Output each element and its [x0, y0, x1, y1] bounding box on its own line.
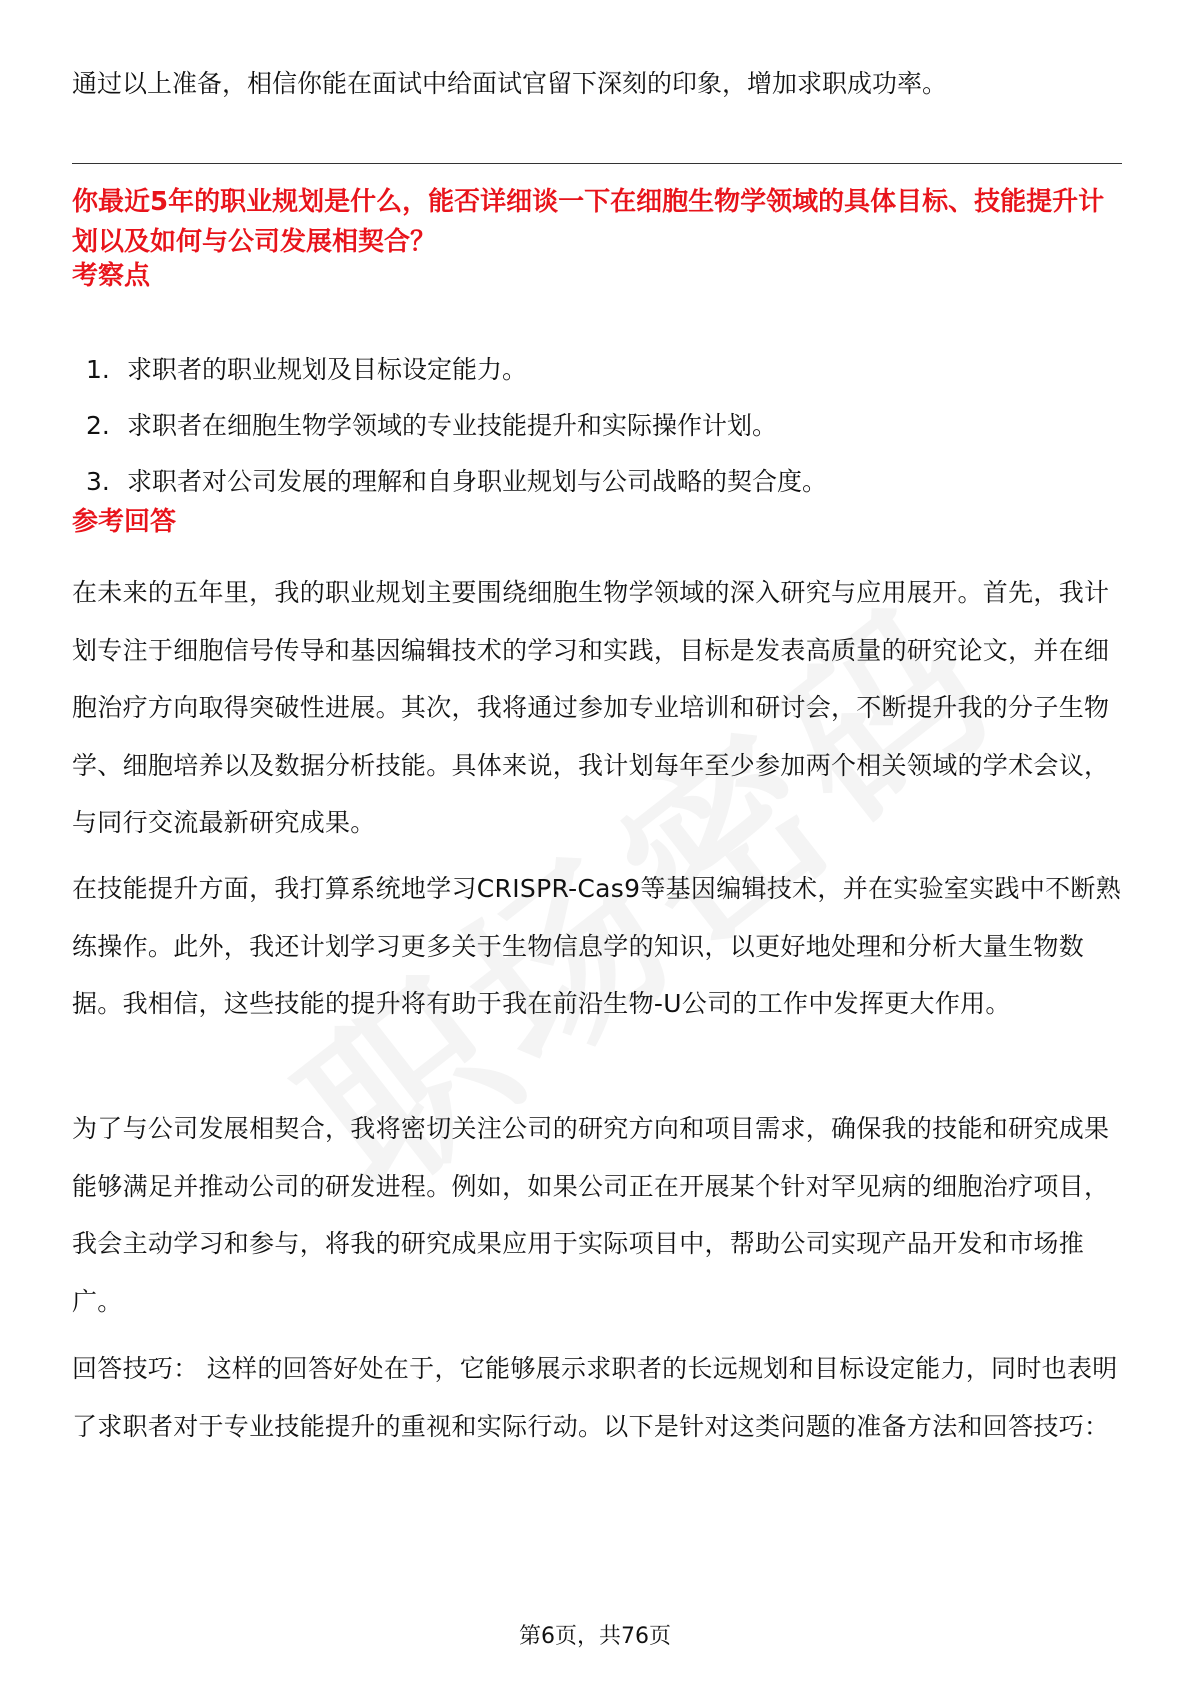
list-item-text: 求职者的职业规划及目标设定能力。 [127, 355, 528, 384]
list-item-text: 求职者在细胞生物学领域的专业技能提升和实际操作计划。 [127, 411, 778, 440]
answer-paragraph-3: 为了与公司发展相契合，我将密切关注公司的研究方向和项目需求，确保我的技能和研究成果能够满足并推动公司的研发进程。例如，如果公司正在开展某个针对罕见病的细胞治疗项目，我会主动学习和参与，将我的研究成果应用于实际项目中，帮助公司实现产品开发和市场推广。 [72, 1114, 1110, 1316]
reference-answer-heading: 参考回答 [72, 507, 177, 537]
answer-paragraph-2: 在技能提升方面，我打算系统地学习CRISPR-Cas9等基因编辑技术，并在实验室实践中不断熟练操作。此外，我还计划学习更多关于生物信息学的知识，以更好地处理和分析大量生物数据。我相信，这些技能的提升将有助于我在前沿生物-U公司的工作中发挥更大作用。 [72, 874, 1122, 1018]
list-item [72, 350, 827, 406]
exam-points-heading: 考察点 [72, 261, 151, 291]
answer-paragraph-1: 在未来的五年里，我的职业规划主要围绕细胞生物学领域的深入研究与应用展开。首先，我计划专注于细胞信号传导和基因编辑技术的学习和实践，目标是发表高质量的研究论文，并在细胞治疗方向取得突破性进展。其次，我将通过参加专业培训和研讨会，不断提升我的分子生物学、细胞培养以及数据分析技能。具体来说，我计划每年至少参加两个相关领域的学术会议，与同行交流最新研究成果。 [72, 578, 1110, 837]
list-item-number: 2. [86, 411, 110, 440]
section-divider [72, 163, 1122, 164]
list-item [72, 462, 827, 518]
question-heading: 你最近5年的职业规划是什么，能否详细谈一下在细胞生物学领域的具体目标、技能提升计划以及如何与公司发展相契合？ [72, 187, 1105, 257]
list-item-text: 求职者对公司发展的理解和自身职业规划与公司战略的契合度。 [127, 467, 828, 496]
exam-points-list [72, 350, 827, 518]
page-footer: 第6页，共76页 [519, 1624, 671, 1649]
list-item-number: 3. [86, 467, 110, 496]
intro-paragraph: 通过以上准备，相信你能在面试中给面试官留下深刻的印象，增加求职成功率。 [72, 69, 948, 98]
list-item [72, 406, 827, 462]
list-item-number: 1. [86, 355, 110, 384]
answer-tips-paragraph: 回答技巧： 这样的回答好处在于，它能够展示求职者的长远规划和目标设定能力，同时也表明了求职者对于专业技能提升的重视和实际行动。以下是针对这类问题的准备方法和回答技巧： [72, 1354, 1118, 1441]
